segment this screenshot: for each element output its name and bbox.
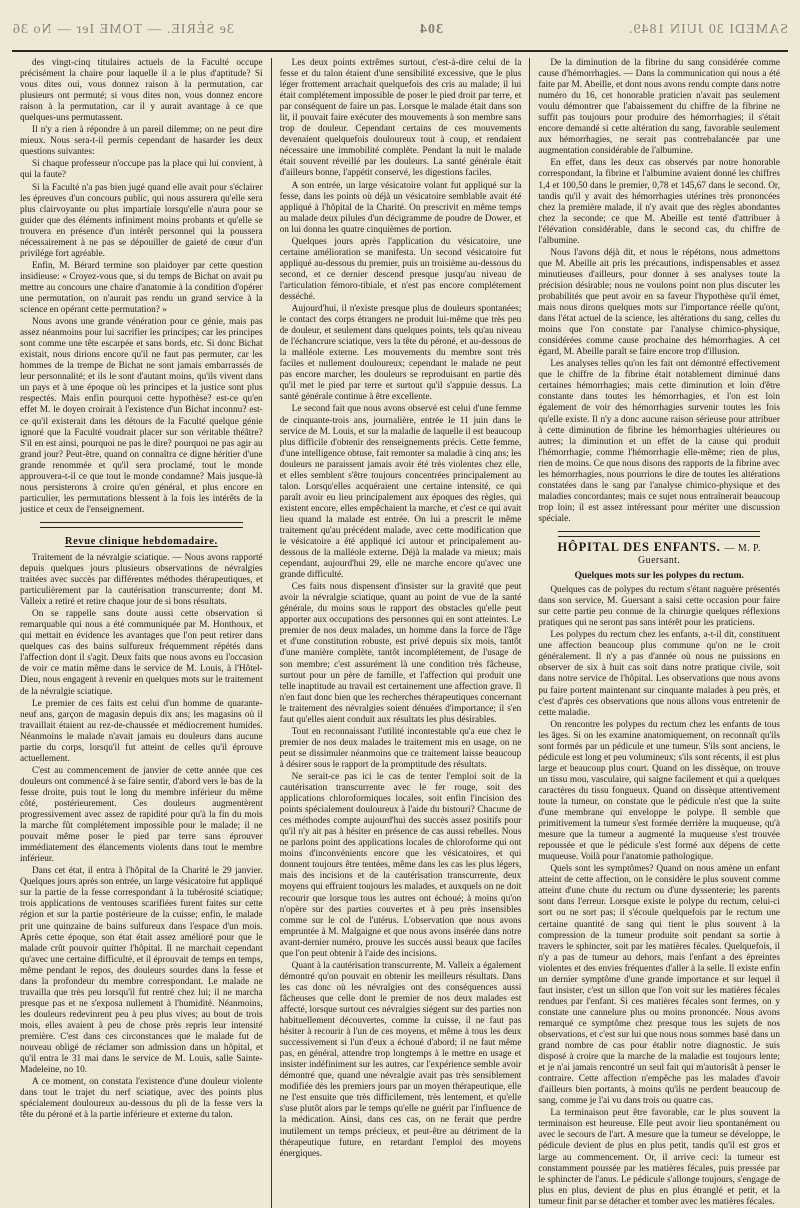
paragraph: Enfin, M. Bérard termine son plaidoyer par cette question insidieuse: « Croyez-vous que, si du temps de Bichat on avait pu mettre au concours une chaire d'anatomie à la condition d'opérer une permutation, on n'aurait pas rendu un grand service à la science en opérant cette permutation? »	[20, 260, 263, 316]
paragraph: Il n'y a rien à répondre à un pareil dilemme; on ne peut dire mieux. Nous sera-t-il permis cependant de hasarder les deux questions suivantes:	[20, 125, 263, 158]
paragraph: Si chaque professeur n'occupe pas la place qui lui convient, à qui la faute?	[20, 159, 263, 181]
column-middle	[271, 58, 530, 1208]
paragraph: Les deux points extrêmes surtout, c'est-à-dire celui de la fesse et du talon étaient d'une sensibilité excessive, que le plus léger frottement arrachait quelquefois des cris au malade; il lui était complétement impossible de poser le pied droit par terre, et par conséquent de faire un pas. Lorsque le malade était dans son lit, il pouvait faire exécuter des mouvements à son membre sans trop de douleur. Cependant certains de ces mouvements devenaient quelquefois douloureux tout à coup, et rendaient nécessaire une immobilité complète. Pendant la nuit le malade était souvent réveillé par les douleurs. La santé générale était d'ailleurs bonne, l'appétit conservé, les digestions faciles.	[279, 58, 522, 179]
paragraph: Ces faits nous dispensent d'insister sur la gravité que peut avoir la névralgie sciatique, quant au point de vue de la santé générale, du moins sous le rapport des obstacles qu'elle peut apporter aux occupations des personnes qui en sont atteintes. Le premier de nos deux malades, un homme dans la force de l'âge et d'une constitution robuste, est privé depuis six mois, tantôt d'une manière complète, tantôt incomplétement, de l'usage de son membre; c'est assurément là une condition très fâcheuse, surtout pour un père de famille, et l'affection qui produit une telle inaptitude au travail est certainement une affection grave. Il n'en faut donc bien que les recherches thérapeutiques concernant le traitement des névralgies soient dénuées d'importance; il s'en faut qu'elles aient conduit aux résultats les plus désirables.	[279, 582, 522, 725]
paragraph: Nous l'avons déjà dit, et nous le répétons, nous admettons que M. Abeille ait pris les précautions, indispensables et assez minutieuses d'ailleurs, pour donner à ses analyses toute la précision désirable; nous ne voulons point non plus discuter les probabilités que peut avoir en sa faveur l'hypothèse qu'il émet, mais nous dirons quelques mots sur l'importance réelle qu'ont, dans l'état actuel de la science, les altérations du sang, celles du moins que l'on constate par l'analyse chimico-physique, considérées comme cause prochaine des hémorrhagies. A cet égard, M. Abeille paraît se faire encore trop d'illusion.	[538, 247, 780, 358]
paragraph: Quelques cas de polypes du rectum s'étant naguère présentés dans son service, M. Guersant a saisi cette occasion pour faire sur cette partie peu connue de la chirurgie quelques réflexions pratiques qui ne seront pas sans intérêt pour les praticiens.	[538, 585, 780, 629]
text-columns	[12, 58, 788, 1207]
running-head	[12, 10, 788, 52]
section-divider	[558, 531, 760, 537]
paragraph: Tout en reconnaissant l'utilité incontestable qu'a eue chez le premier de nos deux malades le traitement mis en usage, on ne peut se dissimuler néanmoins que ce traitement laisse beaucoup à désirer sous le rapport de la promptitude des résultats.	[279, 726, 522, 770]
paragraph: On rencontre les polypes du rectum chez les enfants de tous les âges. Si on les examine anatomiquement, on reconnaît qu'ils sont formés par un pédicule et une tumeur. S'ils sont anciens, le pédicule est long et peu volumineux; s'ils sont récents, il est plus large et beaucoup plus court. Quand on les dissèque, on trouve un tissu mou, vasculaire, qui saigne facilement et qui a quelques caractères du tissu fongueux. Quand on dissèque attentivement toute la tumeur, on constate que le pédicule n'est que la suite d'une membrane qui enveloppe le polype. Il semble que primitivement la tumeur s'est formée derrière la muqueuse, qu'à mesure que la tumeur a augmenté la muqueuse s'est trouvée repoussée et que le pédicule s'est formé aux dépens de cette muqueuse. Voilà pour l'anatomie pathologique.	[538, 719, 780, 863]
hospital-heading	[538, 539, 780, 567]
paragraph: Dans cet état, il entra à l'hôpital de la Charité le 29 janvier. Quelques jours après son entrée, un large vésicatoire fut appliqué sur la partie de la fesse correspondant à la tubérosité sciatique; trois applications de ventouses scarifiées furent faites sur cette région et sur la partie postérieure de la cuisse; enfin, le malade prit une quinzaine de bains sulfureux dans l'espace d'un mois. Après cette époque, son état était assez amélioré pour que le malade crût pouvoir quitter l'hôpital. Il ne marchait cependant qu'avec une certaine difficulté, et il éprouvait de temps en temps, même pendant le repos, des douleurs sourdes dans la fesse et dans la profondeur du membre correspondant. Le malade ne travailla que très peu lorsqu'il fut rentré chez lui; il ne marcha presque pas et ne s'exposa nullement à l'humidité. Néanmoins, les douleurs redevinrent peu à peu plus vives; au bout de trois mois, elles avaient à peu de chose près repris leur intensité première. C'est dans ces circonstances que le malade fut de nouveau obligé de réclamer son admission dans un hôpital, et qu'il entra le 31 mai dans le service de M. Louis, salle Sainte-Madeleine, no 10.	[20, 866, 263, 1076]
paragraph: La terminaison peut être favorable, car le plus souvent la terminaison est heureuse. Elle peut avoir lieu spontanément ou avec le secours de l'art. A mesure que la tumeur se développe, le pédicule devient de plus en plus petit, tandis qu'il est gros et large au commencement. Or, il arrive ceci: la tumeur est constamment poussée par les matières fécales, puis pressée par le sphincter de l'anus. Le pédicule s'allonge toujours, s'engage de plus en plus, devient de plus en plus étranglé et petit, et la tumeur finit par se détacher et tomber avec les matières fécales.	[538, 1108, 780, 1207]
running-head-right: SAMEDI 30 JUIN 1849.	[627, 22, 788, 37]
article-subtitle: Quelques mots sur les polypes du rectum.	[574, 570, 744, 582]
paragraph: des vingt-cinq titulaires actuels de la Faculté occupe précisément la chaire pour laquelle il a le plus d'aptitude? Si vous dites oui, vous donnez raison à la permutation, car plusieurs ont permuté; si vous dites non, vous donnez encore raison à la permutation, car il y aurait avantage à ce que quelques-uns permutassent.	[20, 58, 263, 124]
paragraph: Le second fait que nous avons observé est celui d'une femme de cinquante-trois ans, journalière, entrée le 11 juin dans le service de M. Louis, et sur la maladie de laquelle il est beaucoup plus difficile d'obtenir des renseignements précis. Cette femme, d'une intelligence obtuse, fait remonter sa maladie à cinq ans; les douleurs ne paraissent jamais avoir été très violentes chez elle, et elles semblent s'être toujours concentrées principalement au talon. Lorsqu'elles acquéraient une certaine intensité, ce qui paraît avoir eu lieu principalement aux époques des règles, qui existent encore, elles empêchaient la marche, et c'est ce qui avait lieu quand la malade est entrée. On lui a prescrit le même traitement qu'au précédent malade, avec cette modification que le vésicatoire a été appliqué ici autour et principalement au-dessous de la malléole externe. Déjà la malade va mieux; mais cependant, aujourd'hui 29, elle ne marche encore qu'avec une grande difficulté.	[279, 404, 522, 581]
paragraph: A son entrée, un large vésicatoire volant fut appliqué sur la fesse, dans les points où déjà un vésicatoire semblable avait été appliqué à l'hôpital de la Charité. On prescrivit en même temps au malade deux pilules d'un décigramme de poudre de Dower, et on lui donna les quatre cinquièmes de portion.	[279, 180, 522, 235]
paragraph: Aujourd'hui, il n'existe presque plus de douleurs spontanées; le contact des corps étrangers ne produit lui-même que très peu de douleur, et seulement dans quelques points, tels qu'au niveau de l'échancrure sciatique, vers la tête du péroné, et au-dessous de la malléole externe. Les mouvements du membre sont très faciles et nullement douloureux; cependant le malade ne peut pas encore marcher, les douleurs se reproduisant en partie dès qu'il met le pied par terre et surtout qu'il s'appuie dessus. La santé générale continue à être excellente.	[279, 304, 522, 403]
paragraph: Quels sont les symptômes? Quand on nous amène un enfant atteint de cette affection, on le considère le plus souvent comme atteint d'une chute du rectum ou d'une dyssenterie; les parents sont dans l'erreur. Lorsque existe le polype du rectum, celui-ci sort ou ne sort pas; il s'écoule quelquefois par le rectum une certaine quantité de sang qui tient le plus souvent à la compression de la tumeur produite soit pendant sa sortie à travers le sphincter, soit par les matières fécales. Quelquefois, il n'y a pas de tumeur au dehors, mais l'enfant a des épreintes violentes et des envies fréquentes d'aller à la selle. Il existe enfin un dernier symptôme d'une grande importance et sur lequel il faut insister, c'est un sillon que l'on voit sur les matières fécales rendues par l'enfant. Si ces matières fécales sont fermes, on y constate une cannelure plus ou moins prononcée. Nous avons remarqué ce symptôme chez presque tous les sujets de nos observations, et c'est sur lui que nous nous sommes basé dans un grand nombre de cas pour établir notre diagnostic. Je suis disposé à croire que la marche de la maladie est toujours lente; et je n'ai jamais rencontré un seul fait qui m'autorisât à penser le contraire. Cette affection n'empêche pas les malades d'avoir d'ailleurs bien portants, à moins qu'ils ne perdent beaucoup de sang, comme je l'ai vu dans trois ou quatre cas.	[538, 864, 780, 1107]
column-right	[529, 58, 788, 1208]
hospital-title: HÔPITAL DES ENFANTS.	[557, 539, 721, 554]
column-left	[12, 58, 271, 1208]
section-title: Revue clinique hebdomadaire.	[64, 535, 218, 547]
section-divider	[40, 522, 243, 528]
paragraph: Les polypes du rectum chez les enfants, a-t-il dit, constituent une affection beaucoup plus commune qu'on ne le croit généralement. Il n'y a pas d'année où nous ne puissions en observer de six à huit cas soit dans notre pratique civile, soit dans notre service de l'hôpital. Les observations que nous avons pu faire portent maintenant sur cinquante malades à peu près, et c'est d'après ces observations que nous allons vous entretenir de cette maladie.	[538, 630, 780, 718]
paragraph: Quelques jours après l'application du vésicatoire, une certaine amélioration se manifesta. Un second vésicatoire fut appliqué au-dessous du premier, puis un troisième au-dessous du second, et ce dernier descend presque jusqu'au niveau de l'articulation fémoro-tibiale, et n'est pas encore complétement desséché.	[279, 236, 522, 302]
paragraph: Le premier de ces faits est celui d'un homme de quarante-neuf ans, garçon de magasin depuis dix ans; les magasins où il travaillait étaient au rez-de-chaussée et médiocrement humides. Néanmoins le malade n'avait jamais eu douleurs dans aucune partie du corps, lorsqu'il fut atteint de celles qu'il éprouve actuellement.	[20, 698, 263, 764]
paragraph: C'est au commencement de janvier de cette année que ces douleurs ont commencé à se faire sentir, d'abord vers le bas de la fesse droite, puis tout le long du membre inférieur du même côté, postérieurement. Ces douleurs augmentèrent progressivement avec assez de rapidité pour qu'à la fin du mois la marche fût complétement impossible pour le malade; il ne pouvait même poser le pied par terre sans éprouver immédiatement des élancements violents dans tout le membre inférieur.	[20, 765, 263, 865]
paragraph: Nous avons une grande vénération pour ce génie, mais pas assez néanmoins pour lui sacrifier les principes; car les principes sont comme une tête escarpée et sans bords, etc. Si donc Bichat existait, nous dirions encore qu'il ne faut pas permuter, car les hommes de la trempe de Bichat ne sont jamais embarrassés de leur personnalité; et ils le sont d'autant moins, qu'ils vivent dans un pays et à une époque où les principes et la justice sont plus respectés. Mais enfin pourquoi cette hypothèse? est-ce qu'en effet M. le doyen croirait à l'existence d'un Bichat inconnu? est-ce qu'il existerait dans les détours de la Faculté quelque génie ignoré que la Faculté voudrait placer sur son véritable théâtre? S'il en est ainsi, pourquoi ne pas le dire? pourquoi ne pas agir au grand jour? Peut-être, quand on connaîtra ce digne héritier d'une grande renommée et qu'il sera proclamé, tout le monde approuvera-t-il ce que tout le monde condamne? Mais jusque-là nous persisterons à croire qu'en général, et plus encore en particulier, les permutations blessent à la fois les intérêts de la justice et ceux de l'enseignement.	[20, 317, 263, 515]
hospital-author: — M. P. Guersant.	[638, 542, 761, 567]
paragraph: Traitement de la névralgie sciatique. — Nous avons rapporté depuis quelques jours plusieurs observations de névralgies traitées avec succès par différentes méthodes thérapeutiques, et particulièrement par la cautérisation transcurrente; dont M. Valleix a retiré et retire chaque jour de si bons résultats.	[20, 552, 263, 608]
paragraph: Ne serait-ce pas ici le cas de tenter l'emploi soit de la cautérisation transcurrente avec le fer rouge, soit des applications chloroformiques locales, soit enfin l'incision des points spécialement douloureux à l'aide du bistouri? Chacune de ces méthodes compte aujourd'hui des succès assez positifs pour qu'il n'y ait pas à hésiter en présence de cas aussi rebelles. Nous ne parlons point des applications locales de chloroforme qui ont moins d'inconvénients encore que les vésicatoires, et qui donnent toujours être tentées, même dans les cas les plus légers, mais des incisions et de la cautérisation transcurrente, deux moyens qui effraient toujours les malades, et auxquels on ne doit recourir que lorsque tous les autres ont échoué; à moins qu'on n'opère sur des parties couvertes et à peu près insensibles comme sur le col de l'utérus. L'observation que nous avons empruntée à M. Malgaigne et que nous avons insérée dans notre avant-dernier numéro, prouve les succès aussi beaux que faciles que l'on peut obtenir à l'aide des incisions.	[279, 772, 522, 959]
paragraph: En effet, dans les deux cas observés par notre honorable correspondant, la fibrine et l'albumine avaient donné les chiffres 1,4 et 100,50 dans le premier, 0,78 et 145,67 dans le second. Or, tandis qu'il y avait des hémorrhagies utérines très prononcées chez la première malade, il n'y avait que des règles abondantes chez la seconde; ce que M. Abeille est tenté d'attribuer à l'élévation considérable, dans le second cas, du chiffre de l'albumine.	[538, 158, 780, 246]
paragraph: Les analyses telles qu'on les fait ont démontré effectivement que le chiffre de la fibrine était notablement diminué dans certaines hémorrhagies; mais cette diminution et loin d'être constante dans toutes les hémorrhagies, et l'on est loin également de voir des hémorrhagies survenir toutes les fois qu'elle existe. Il n'y a donc aucune raison sérieuse pour attribuer à cette diminution de fibrine les hémorrhagies ultérieures ou autres; la diminution et un effet de la cause qui produit l'hémorrhagie, comme l'hémorrhagie elle-même; rien de plus, rien de moins. Ce que nous disons des rapports de la fibrine avec les hémorrhagies, nous pourrions le dire de toutes les altérations constatées dans le sang par l'analyse chimico-physique et des maladies concordantes; mais ce sujet nous entraînerait beaucoup trop loin; il est assez intéressant pour mériter une discussion spéciale.	[538, 359, 780, 524]
paragraph: Si la Faculté n'a pas bien jugé quand elle avait pour s'éclairer les épreuves d'un concours public, qui nous assurera qu'elle sera plus clairvoyante ou plus impartiale lorsqu'elle n'aura pour se guider que des éléments infiniment moins probants et qu'elle se trouvera en présence d'un intérêt personnel qui la poussera nécessairement à ne pas se dépouiller de gaieté de cœur d'un privilége fort agréable.	[20, 182, 263, 259]
running-head-left: 3e SÉRIE. — TOME Ier — No 36	[12, 22, 234, 37]
paragraph: A ce moment, on constata l'existence d'une douleur violente dans tout le trajet du nerf sciatique, avec des points plus spécialement douloureux au-dessous du pli de la fesse vers la tête du péroné et à la partie inférieure et externe du talon.	[20, 1077, 263, 1121]
paragraph: Quant à la cautérisation transcurrente, M. Valleix a également démontré qu'on pouvait en obtenir les meilleurs résultats. Dans les cas donc où les névralgies ont des conséquences aussi fâcheuses que celle dont le premier de nos deux malades est affecté, lorsque surtout ces névralgies siégent sur des parties non habituellement découvertes, comme la cuisse, il ne faut pas hésiter à recourir à l'un de ces moyens, et même à tous les deux successivement si l'un d'eux a échoué d'abord; il ne faut même pas, en général, attendre trop longtemps à le mettre en usage et insister indéfiniment sur les autres, car l'expérience semble avoir démontré que, quand une névralgie avait pas très sensiblement modifiée dès les premiers jours par un moyen thérapeutique, elle ne l'est ensuite que très difficilement, très lentement, et qu'elle s'use plutôt alors par le temps qu'elle ne guérit par l'influence de la médication. Ainsi, dans ces cas, on ne ferait que perdre inutilement un temps précieux, et peut-être au détriment de la thérapeutique future, en retardant l'emploi des moyens énergiques.	[279, 960, 522, 1159]
paragraph: De la diminution de la fibrine du sang considérée comme cause d'hémorrhagies. — Dans la communication qui nous a été faite par M. Abeille, et dont nous avons rendu compte dans notre numéro du 16, cet honorable praticien n'avait pas seulement voulu démontrer que l'abaissement du chiffre de la fibrine ne suffit pas toujours pour produire des hémorrhagies; il s'était encore demandé si cette altération du sang, favorable seulement aux hémorrhagies, ne serait pas contrebalancée par une augmentation considérable de l'albumine.	[538, 58, 780, 157]
page-number: 304	[418, 22, 443, 37]
paragraph: On se rappelle sans doute aussi cette observation si remarquable qui nous a été communiquée par M. Honthoux, et qui mettait en évidence les avantages que l'on peut retirer dans quelques cas des bains sulfureux fréquemment répétés dans l'affection dont il s'agit. Deux faits que nous avons eu l'occasion de voir ce matin même dans le service de M. Louis, à l'Hôtel-Dieu, nous engagent à revenir en quelques mots sur le traitement de la névralgie sciatique.	[20, 609, 263, 697]
